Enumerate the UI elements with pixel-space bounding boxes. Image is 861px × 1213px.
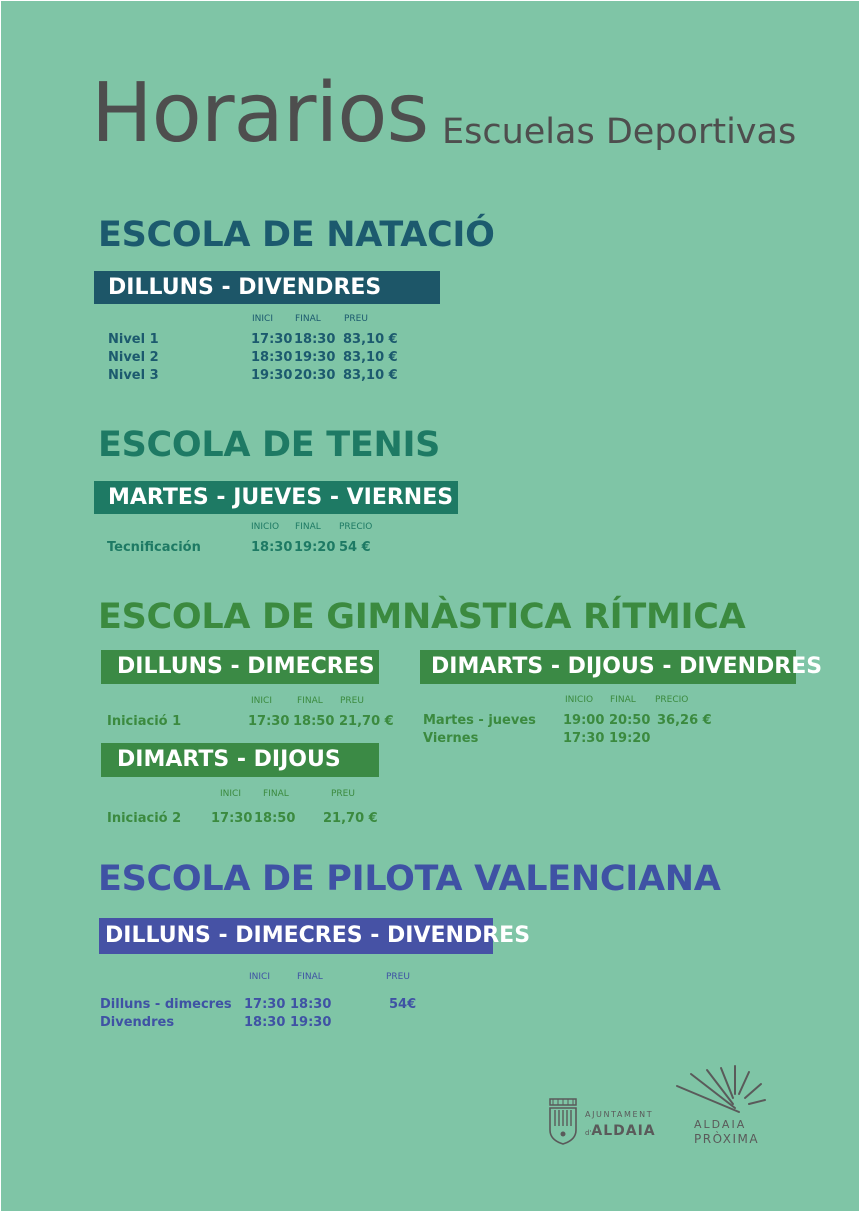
pilota-header-end: FINAL (297, 972, 323, 982)
pilota-header-price: PREU (386, 972, 410, 982)
pilota-row-start: 17:30 (244, 997, 286, 1012)
natacio-title: ESCOLA DE NATACIÓ (98, 215, 495, 255)
natacio-row-name: Nivel 3 (108, 368, 159, 383)
natacio-days-bar (94, 271, 440, 304)
gimnastica-row-start: 17:30 (211, 811, 253, 826)
page-title: Horarios (91, 66, 429, 161)
natacio-row-name: Nivel 2 (108, 350, 159, 365)
gimnastica-days-bar-2 (101, 743, 379, 777)
natacio-row-end: 19:30 (294, 350, 336, 365)
natacio-header-end: FINAL (295, 314, 321, 324)
gimnastica-row-start: 17:30 (563, 731, 605, 746)
poster (1, 1, 859, 1211)
gimnastica-header-end: FINAL (263, 789, 289, 799)
gimnastica-header-start: INICI (220, 789, 241, 799)
tenis-row-end: 19:20 (294, 540, 336, 555)
gimnastica-header-price: PRECIO (655, 695, 689, 705)
pilota-row-start: 18:30 (244, 1015, 286, 1030)
tenis-days-label: MARTES - JUEVES - VIERNES (108, 484, 454, 510)
gimnastica-days-bar-1 (101, 650, 379, 684)
gimnastica-header-price: PREU (340, 696, 364, 706)
ajuntament-town-name: ALDAIA (591, 1123, 656, 1139)
sun-rays-icon (673, 1064, 769, 1116)
gimnastica-row-price: 36,26 € (657, 713, 712, 728)
pilota-header-start: INICI (249, 972, 270, 982)
gimnastica-row-end: 19:20 (609, 731, 651, 746)
pilota-title: ESCOLA DE PILOTA VALENCIANA (98, 859, 721, 899)
gimnastica-header-end: FINAL (610, 695, 636, 705)
natacio-row-name: Nivel 1 (108, 332, 159, 347)
gimnastica-header-price: PREU (331, 789, 355, 799)
pilota-row-price: 54€ (389, 997, 417, 1012)
natacio-row-end: 20:30 (294, 368, 336, 383)
gimnastica-row-start: 19:00 (563, 713, 605, 728)
gimnastica-row-name: Iniciació 2 (107, 811, 182, 826)
tenis-header-start: INICIO (251, 522, 280, 532)
page-subtitle: Escuelas Deportivas (442, 112, 797, 152)
tenis-row-name: Tecnificación (107, 540, 201, 555)
pilota-days-label: DILLUNS - DIMECRES - DIVENDRES (105, 923, 531, 948)
gimnastica-days-label: DIMARTS - DIJOUS - DIVENDRES (431, 654, 823, 679)
ajuntament-town (585, 1122, 656, 1138)
aldaia-proxima-line1: ALDAIA (694, 1118, 747, 1131)
natacio-days-label: DILLUNS - DIVENDRES (108, 274, 382, 300)
tenis-header-end: FINAL (295, 522, 321, 532)
gimnastica-days-label: DILLUNS - DIMECRES (117, 654, 375, 679)
gimnastica-title: ESCOLA DE GIMNÀSTICA RÍTMICA (98, 597, 746, 637)
tenis-title: ESCOLA DE TENIS (98, 425, 441, 465)
gimnastica-row-start: 17:30 (248, 714, 290, 729)
tenis-row-price: 54 € (339, 540, 371, 555)
natacio-row-price: 83,10 € (343, 368, 398, 383)
gimnastica-header-start: INICIO (565, 695, 594, 705)
gimnastica-row-end: 20:50 (609, 713, 651, 728)
natacio-row-start: 18:30 (251, 350, 293, 365)
natacio-row-start: 17:30 (251, 332, 293, 347)
gimnastica-days-bar-3 (420, 650, 823, 684)
gimnastica-header-start: INICI (251, 696, 272, 706)
gimnastica-days-label: DIMARTS - DIJOUS (117, 747, 341, 772)
tenis-days-bar (94, 481, 458, 514)
natacio-row-price: 83,10 € (343, 350, 398, 365)
pilota-days-bar (99, 918, 531, 954)
gimnastica-row-name: Viernes (423, 731, 479, 746)
pilota-row-end: 19:30 (290, 1015, 332, 1030)
aldaia-proxima-line2: PRÒXIMA (694, 1132, 760, 1146)
gimnastica-row-price: 21,70 € (339, 714, 394, 729)
gimnastica-row-name: Martes - jueves (423, 713, 536, 728)
tenis-header-price: PRECIO (339, 522, 373, 532)
pilota-row-end: 18:30 (290, 997, 332, 1012)
natacio-header-start: INICI (252, 314, 273, 324)
pilota-row-name: Dilluns - dimecres (100, 997, 232, 1012)
natacio-row-start: 19:30 (251, 368, 293, 383)
gimnastica-row-end: 18:50 (293, 714, 335, 729)
natacio-row-price: 83,10 € (343, 332, 398, 347)
natacio-header-price: PREU (344, 314, 368, 324)
tenis-row-start: 18:30 (251, 540, 293, 555)
gimnastica-row-price: 21,70 € (323, 811, 378, 826)
coat-of-arms-icon (547, 1098, 579, 1146)
gimnastica-row-end: 18:50 (254, 811, 296, 826)
gimnastica-row-name: Iniciació 1 (107, 714, 182, 729)
ajuntament-town-prefix: d' (585, 1129, 592, 1137)
natacio-row-end: 18:30 (294, 332, 336, 347)
gimnastica-header-end: FINAL (297, 696, 323, 706)
pilota-row-name: Divendres (100, 1015, 175, 1030)
ajuntament-label: AJUNTAMENT (585, 1110, 654, 1119)
